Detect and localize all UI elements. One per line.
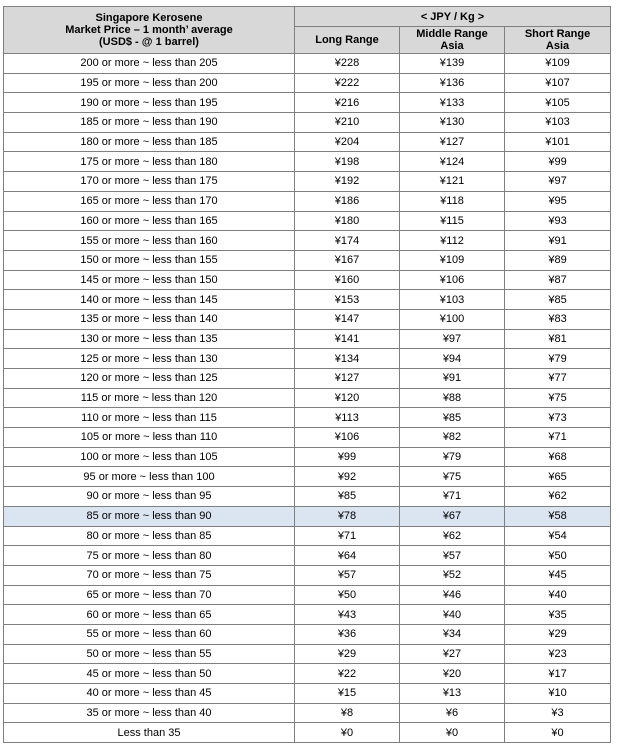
table-row [4, 349, 611, 369]
table-row [4, 309, 611, 329]
middle-range-cell: ¥115 [400, 211, 505, 231]
long-range-cell: ¥216 [295, 93, 400, 113]
range-cell: 175 or more ~ less than 180 [4, 152, 295, 172]
middle-range-cell: ¥13 [400, 684, 505, 704]
table-row [4, 211, 611, 231]
range-cell: 50 or more ~ less than 55 [4, 644, 295, 664]
middle-range-cell: ¥94 [400, 349, 505, 369]
range-cell: 90 or more ~ less than 95 [4, 487, 295, 507]
table-row [4, 447, 611, 467]
middle-range-cell: ¥82 [400, 428, 505, 448]
range-cell: 115 or more ~ less than 120 [4, 388, 295, 408]
long-range-cell: ¥222 [295, 73, 400, 93]
table-row [4, 723, 611, 743]
range-cell: 75 or more ~ less than 80 [4, 546, 295, 566]
long-range-cell: ¥180 [295, 211, 400, 231]
middle-range-cell: ¥139 [400, 54, 505, 74]
range-cell: 145 or more ~ less than 150 [4, 270, 295, 290]
table-row [4, 664, 611, 684]
middle-range-cell: ¥27 [400, 644, 505, 664]
short-range-cell: ¥10 [505, 684, 611, 704]
middle-range-cell: ¥91 [400, 369, 505, 389]
range-cell: 105 or more ~ less than 110 [4, 428, 295, 448]
short-range-cell: ¥29 [505, 624, 611, 644]
table-row [4, 487, 611, 507]
currency-unit-header: < JPY / Kg > [295, 7, 611, 27]
table-row [4, 605, 611, 625]
long-range-cell: ¥64 [295, 546, 400, 566]
long-range-cell: ¥120 [295, 388, 400, 408]
table-row [4, 113, 611, 133]
range-cell: 185 or more ~ less than 190 [4, 113, 295, 133]
long-range-cell: ¥141 [295, 329, 400, 349]
range-cell: 55 or more ~ less than 60 [4, 624, 295, 644]
short-range-cell: ¥45 [505, 565, 611, 585]
range-cell: 45 or more ~ less than 50 [4, 664, 295, 684]
long-range-cell: ¥147 [295, 309, 400, 329]
range-cell: 125 or more ~ less than 130 [4, 349, 295, 369]
long-range-cell: ¥0 [295, 723, 400, 743]
long-range-cell: ¥186 [295, 191, 400, 211]
middle-range-cell: ¥62 [400, 526, 505, 546]
table-row [4, 172, 611, 192]
short-range-cell: ¥99 [505, 152, 611, 172]
table-row [4, 369, 611, 389]
long-range-cell: ¥50 [295, 585, 400, 605]
short-range-cell: ¥73 [505, 408, 611, 428]
long-range-cell: ¥167 [295, 250, 400, 270]
range-cell: 80 or more ~ less than 85 [4, 526, 295, 546]
short-range-cell: ¥77 [505, 369, 611, 389]
middle-range-cell: ¥124 [400, 152, 505, 172]
table-row [4, 624, 611, 644]
middle-range-cell: ¥75 [400, 467, 505, 487]
short-range-cell: ¥75 [505, 388, 611, 408]
range-cell: 150 or more ~ less than 155 [4, 250, 295, 270]
short-range-cell: ¥105 [505, 93, 611, 113]
range-cell: 70 or more ~ less than 75 [4, 565, 295, 585]
short-range-cell: ¥50 [505, 546, 611, 566]
middle-range-label: Middle Range [416, 28, 488, 40]
long-range-cell: ¥78 [295, 506, 400, 526]
long-range-cell: ¥85 [295, 487, 400, 507]
range-cell: 160 or more ~ less than 165 [4, 211, 295, 231]
long-range-cell: ¥160 [295, 270, 400, 290]
short-range-label: Short Range [524, 28, 591, 40]
middle-range-cell: ¥127 [400, 132, 505, 152]
middle-range-cell: ¥88 [400, 388, 505, 408]
long-range-cell: ¥210 [295, 113, 400, 133]
header-unit: (USD$ - @ 1 barrel) [99, 36, 199, 48]
range-cell: 170 or more ~ less than 175 [4, 172, 295, 192]
header-subtitle: Market Price – 1 month’ average [65, 24, 233, 36]
table-row [4, 329, 611, 349]
table-row [4, 565, 611, 585]
range-cell: 85 or more ~ less than 90 [4, 506, 295, 526]
long-range-cell: ¥8 [295, 703, 400, 723]
table-row [4, 270, 611, 290]
table-row [4, 703, 611, 723]
short-range-cell: ¥87 [505, 270, 611, 290]
short-range-region: Asia [545, 40, 570, 52]
table-row [4, 250, 611, 270]
table-row [4, 54, 611, 74]
kerosene-price-table [3, 6, 611, 743]
range-cell: 95 or more ~ less than 100 [4, 467, 295, 487]
short-range-cell: ¥93 [505, 211, 611, 231]
middle-range-cell: ¥103 [400, 290, 505, 310]
middle-range-cell: ¥85 [400, 408, 505, 428]
table-row [4, 290, 611, 310]
table-row [4, 231, 611, 251]
range-cell: 165 or more ~ less than 170 [4, 191, 295, 211]
middle-range-cell: ¥67 [400, 506, 505, 526]
middle-range-cell: ¥34 [400, 624, 505, 644]
short-range-cell: ¥62 [505, 487, 611, 507]
short-range-cell: ¥109 [505, 54, 611, 74]
short-range-cell: ¥89 [505, 250, 611, 270]
middle-range-cell: ¥112 [400, 231, 505, 251]
range-cell: 100 or more ~ less than 105 [4, 447, 295, 467]
middle-range-cell: ¥0 [400, 723, 505, 743]
middle-range-cell: ¥79 [400, 447, 505, 467]
range-cell: 195 or more ~ less than 200 [4, 73, 295, 93]
table-row [4, 73, 611, 93]
table-row-highlighted [4, 506, 611, 526]
short-range-cell: ¥17 [505, 664, 611, 684]
middle-range-cell: ¥6 [400, 703, 505, 723]
middle-range-header [400, 27, 505, 54]
middle-range-cell: ¥118 [400, 191, 505, 211]
long-range-cell: ¥43 [295, 605, 400, 625]
middle-range-cell: ¥46 [400, 585, 505, 605]
short-range-cell: ¥91 [505, 231, 611, 251]
long-range-cell: ¥127 [295, 369, 400, 389]
long-range-cell: ¥204 [295, 132, 400, 152]
range-cell: 135 or more ~ less than 140 [4, 309, 295, 329]
long-range-cell: ¥15 [295, 684, 400, 704]
long-range-header: Long Range [295, 27, 400, 54]
short-range-cell: ¥23 [505, 644, 611, 664]
range-cell: Less than 35 [4, 723, 295, 743]
range-cell: 190 or more ~ less than 195 [4, 93, 295, 113]
range-cell: 200 or more ~ less than 205 [4, 54, 295, 74]
middle-range-cell: ¥121 [400, 172, 505, 192]
table-row [4, 191, 611, 211]
short-range-cell: ¥0 [505, 723, 611, 743]
short-range-cell: ¥40 [505, 585, 611, 605]
short-range-cell: ¥95 [505, 191, 611, 211]
price-rows [4, 54, 611, 743]
price-range-header [4, 7, 295, 54]
range-cell: 155 or more ~ less than 160 [4, 231, 295, 251]
middle-range-cell: ¥20 [400, 664, 505, 684]
table-row [4, 408, 611, 428]
table-row [4, 93, 611, 113]
table-row [4, 428, 611, 448]
long-range-cell: ¥134 [295, 349, 400, 369]
table-row [4, 152, 611, 172]
short-range-cell: ¥35 [505, 605, 611, 625]
table-row [4, 526, 611, 546]
long-range-cell: ¥57 [295, 565, 400, 585]
range-cell: 120 or more ~ less than 125 [4, 369, 295, 389]
table-row [4, 684, 611, 704]
range-cell: 35 or more ~ less than 40 [4, 703, 295, 723]
middle-range-cell: ¥71 [400, 487, 505, 507]
short-range-cell: ¥81 [505, 329, 611, 349]
middle-range-cell: ¥106 [400, 270, 505, 290]
table-row [4, 388, 611, 408]
range-cell: 130 or more ~ less than 135 [4, 329, 295, 349]
middle-range-cell: ¥52 [400, 565, 505, 585]
middle-range-cell: ¥40 [400, 605, 505, 625]
short-range-cell: ¥103 [505, 113, 611, 133]
middle-range-cell: ¥136 [400, 73, 505, 93]
long-range-cell: ¥153 [295, 290, 400, 310]
long-range-cell: ¥71 [295, 526, 400, 546]
long-range-cell: ¥99 [295, 447, 400, 467]
long-range-cell: ¥29 [295, 644, 400, 664]
long-range-cell: ¥174 [295, 231, 400, 251]
short-range-cell: ¥85 [505, 290, 611, 310]
long-range-cell: ¥192 [295, 172, 400, 192]
short-range-cell: ¥3 [505, 703, 611, 723]
table-row [4, 644, 611, 664]
long-range-cell: ¥113 [295, 408, 400, 428]
middle-range-cell: ¥109 [400, 250, 505, 270]
short-range-cell: ¥107 [505, 73, 611, 93]
header-title: Singapore Kerosene [95, 12, 203, 24]
long-range-cell: ¥92 [295, 467, 400, 487]
short-range-cell: ¥58 [505, 506, 611, 526]
range-cell: 60 or more ~ less than 65 [4, 605, 295, 625]
middle-range-cell: ¥130 [400, 113, 505, 133]
long-range-cell: ¥198 [295, 152, 400, 172]
range-cell: 110 or more ~ less than 115 [4, 408, 295, 428]
short-range-cell: ¥65 [505, 467, 611, 487]
short-range-cell: ¥54 [505, 526, 611, 546]
table-row [4, 546, 611, 566]
short-range-cell: ¥71 [505, 428, 611, 448]
short-range-cell: ¥97 [505, 172, 611, 192]
short-range-header [505, 27, 611, 54]
range-cell: 140 or more ~ less than 145 [4, 290, 295, 310]
middle-range-region: Asia [440, 40, 464, 52]
middle-range-cell: ¥57 [400, 546, 505, 566]
table-row [4, 585, 611, 605]
table-row [4, 132, 611, 152]
long-range-cell: ¥36 [295, 624, 400, 644]
middle-range-cell: ¥133 [400, 93, 505, 113]
middle-range-cell: ¥97 [400, 329, 505, 349]
long-range-cell: ¥22 [295, 664, 400, 684]
middle-range-cell: ¥100 [400, 309, 505, 329]
long-range-cell: ¥106 [295, 428, 400, 448]
short-range-cell: ¥83 [505, 309, 611, 329]
range-cell: 65 or more ~ less than 70 [4, 585, 295, 605]
short-range-cell: ¥68 [505, 447, 611, 467]
range-cell: 40 or more ~ less than 45 [4, 684, 295, 704]
table-row [4, 467, 611, 487]
short-range-cell: ¥79 [505, 349, 611, 369]
long-range-cell: ¥228 [295, 54, 400, 74]
short-range-cell: ¥101 [505, 132, 611, 152]
range-cell: 180 or more ~ less than 185 [4, 132, 295, 152]
